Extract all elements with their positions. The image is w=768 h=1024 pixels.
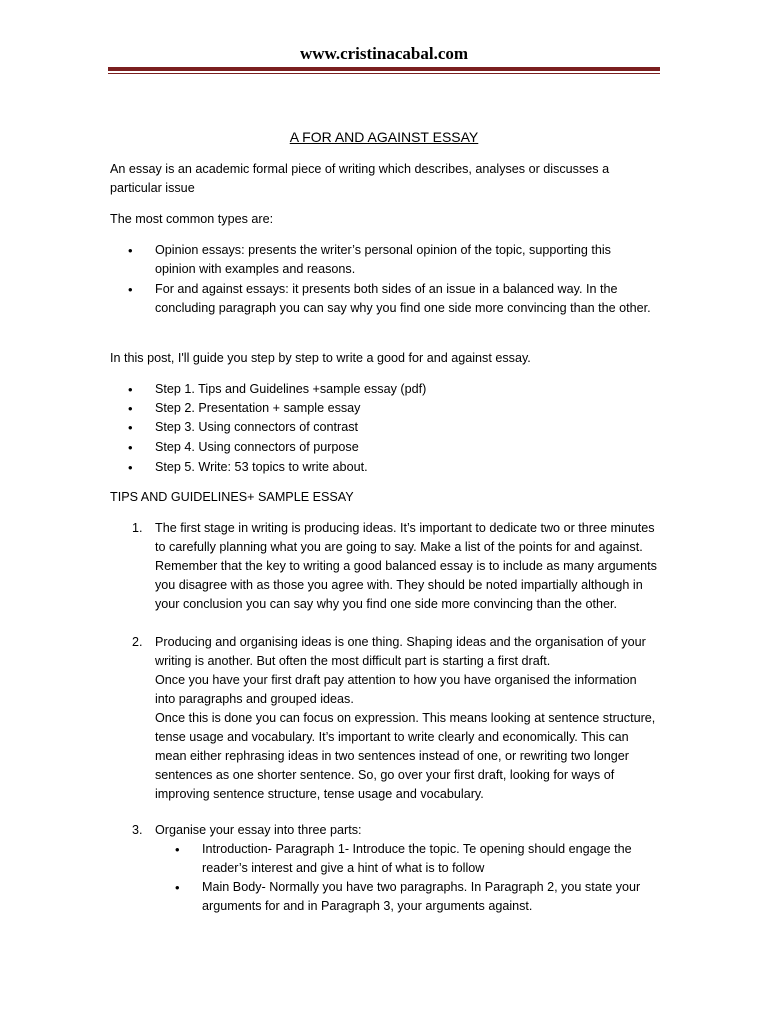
- bullet-icon: •: [128, 440, 133, 455]
- numbered-item: [132, 821, 660, 840]
- item-number: 2.: [132, 635, 143, 649]
- page-title: A FOR AND AGAINST ESSAY: [289, 129, 479, 145]
- bullet-icon: •: [128, 460, 133, 475]
- list-item: [128, 241, 655, 279]
- list-item: [128, 380, 655, 399]
- item-text: The first stage in writing is producing ideas. It’s important to dedicate two or three minutes to carefully planning what you are going to say. Make a list of the points for and against. Remember that the key to writing a good balanced essay is to include as many arguments you disagree with as those you agree with. They should be noted impartially although in your conclusion you can say why you find one side more convincing than the other.: [155, 521, 657, 611]
- numbered-item: [132, 519, 660, 614]
- bullet-icon: •: [128, 282, 133, 297]
- bullet-icon: •: [128, 243, 133, 258]
- step-text: Step 4. Using connectors of purpose: [155, 440, 359, 454]
- list-item: [128, 280, 655, 318]
- header-rule-thin: [108, 73, 660, 74]
- list-item-text: Opinion essays: presents the writer’s personal opinion of the topic, supporting this opinion with examples and reasons.: [155, 243, 611, 276]
- item-text: Producing and organising ideas is one thing. Shaping ideas and the organisation of your writing is another. But often the most difficult part is starting a first draft.: [155, 635, 646, 668]
- guide-paragraph: In this post, I'll guide you step by step to write a good for and against essay.: [110, 351, 531, 365]
- step-text: Step 1. Tips and Guidelines +sample essay (pdf): [155, 382, 427, 396]
- item-number: 3.: [132, 823, 143, 837]
- list-item: [128, 458, 655, 477]
- bullet-icon: •: [128, 401, 133, 416]
- item-number: 1.: [132, 521, 143, 535]
- step-text: Step 2. Presentation + sample essay: [155, 401, 361, 415]
- step-text: Step 5. Write: 53 topics to write about.: [155, 460, 368, 474]
- item-continuation: Once this is done you can focus on expression. This means looking at sentence structure, tense usage and vocabulary. It’s important to write clearly and economically. This can mean either rephrasing ideas in two sentences instead of one, or rewriting two longer sentences as one shorter sentence. So, go over your first draft, looking for ways of improving sentence structure, tense usage and vocabulary.: [155, 711, 656, 801]
- bullet-icon: •: [175, 880, 180, 895]
- item-text: Organise your essay into three parts:: [155, 823, 362, 837]
- sub-item-text: Main Body- Normally you have two paragraphs. In Paragraph 2, you state your arguments for and in Paragraph 3, your arguments against.: [202, 880, 641, 913]
- list-item: [128, 418, 655, 437]
- header-rule: [108, 67, 660, 71]
- bullet-icon: •: [128, 420, 133, 435]
- numbered-item: [132, 633, 660, 671]
- bullet-icon: •: [175, 842, 180, 857]
- list-item-text: For and against essays: it presents both sides of an issue in a balanced way. In the concluding paragraph you can say why you find one side more convincing than the other.: [155, 282, 651, 315]
- sub-list-item: [175, 840, 662, 878]
- tips-heading: TIPS AND GUIDELINES+ SAMPLE ESSAY: [110, 490, 354, 504]
- site-header: www.cristinacabal.com: [299, 44, 469, 63]
- list-item: [128, 438, 655, 457]
- sub-list-item: [175, 878, 662, 916]
- bullet-icon: •: [128, 382, 133, 397]
- types-heading: The most common types are:: [110, 212, 274, 226]
- sub-item-text: Introduction- Paragraph 1- Introduce the topic. Te opening should engage the reader’s interest and give a hint of what is to follow: [202, 842, 632, 875]
- list-item: [128, 399, 655, 418]
- item-continuation: Once you have your first draft pay attention to how you have organised the information into paragraphs and grouped ideas.: [155, 673, 637, 706]
- intro-paragraph: An essay is an academic formal piece of writing which describes, analyses or discusses a particular issue: [110, 162, 610, 195]
- step-text: Step 3. Using connectors of contrast: [155, 420, 359, 434]
